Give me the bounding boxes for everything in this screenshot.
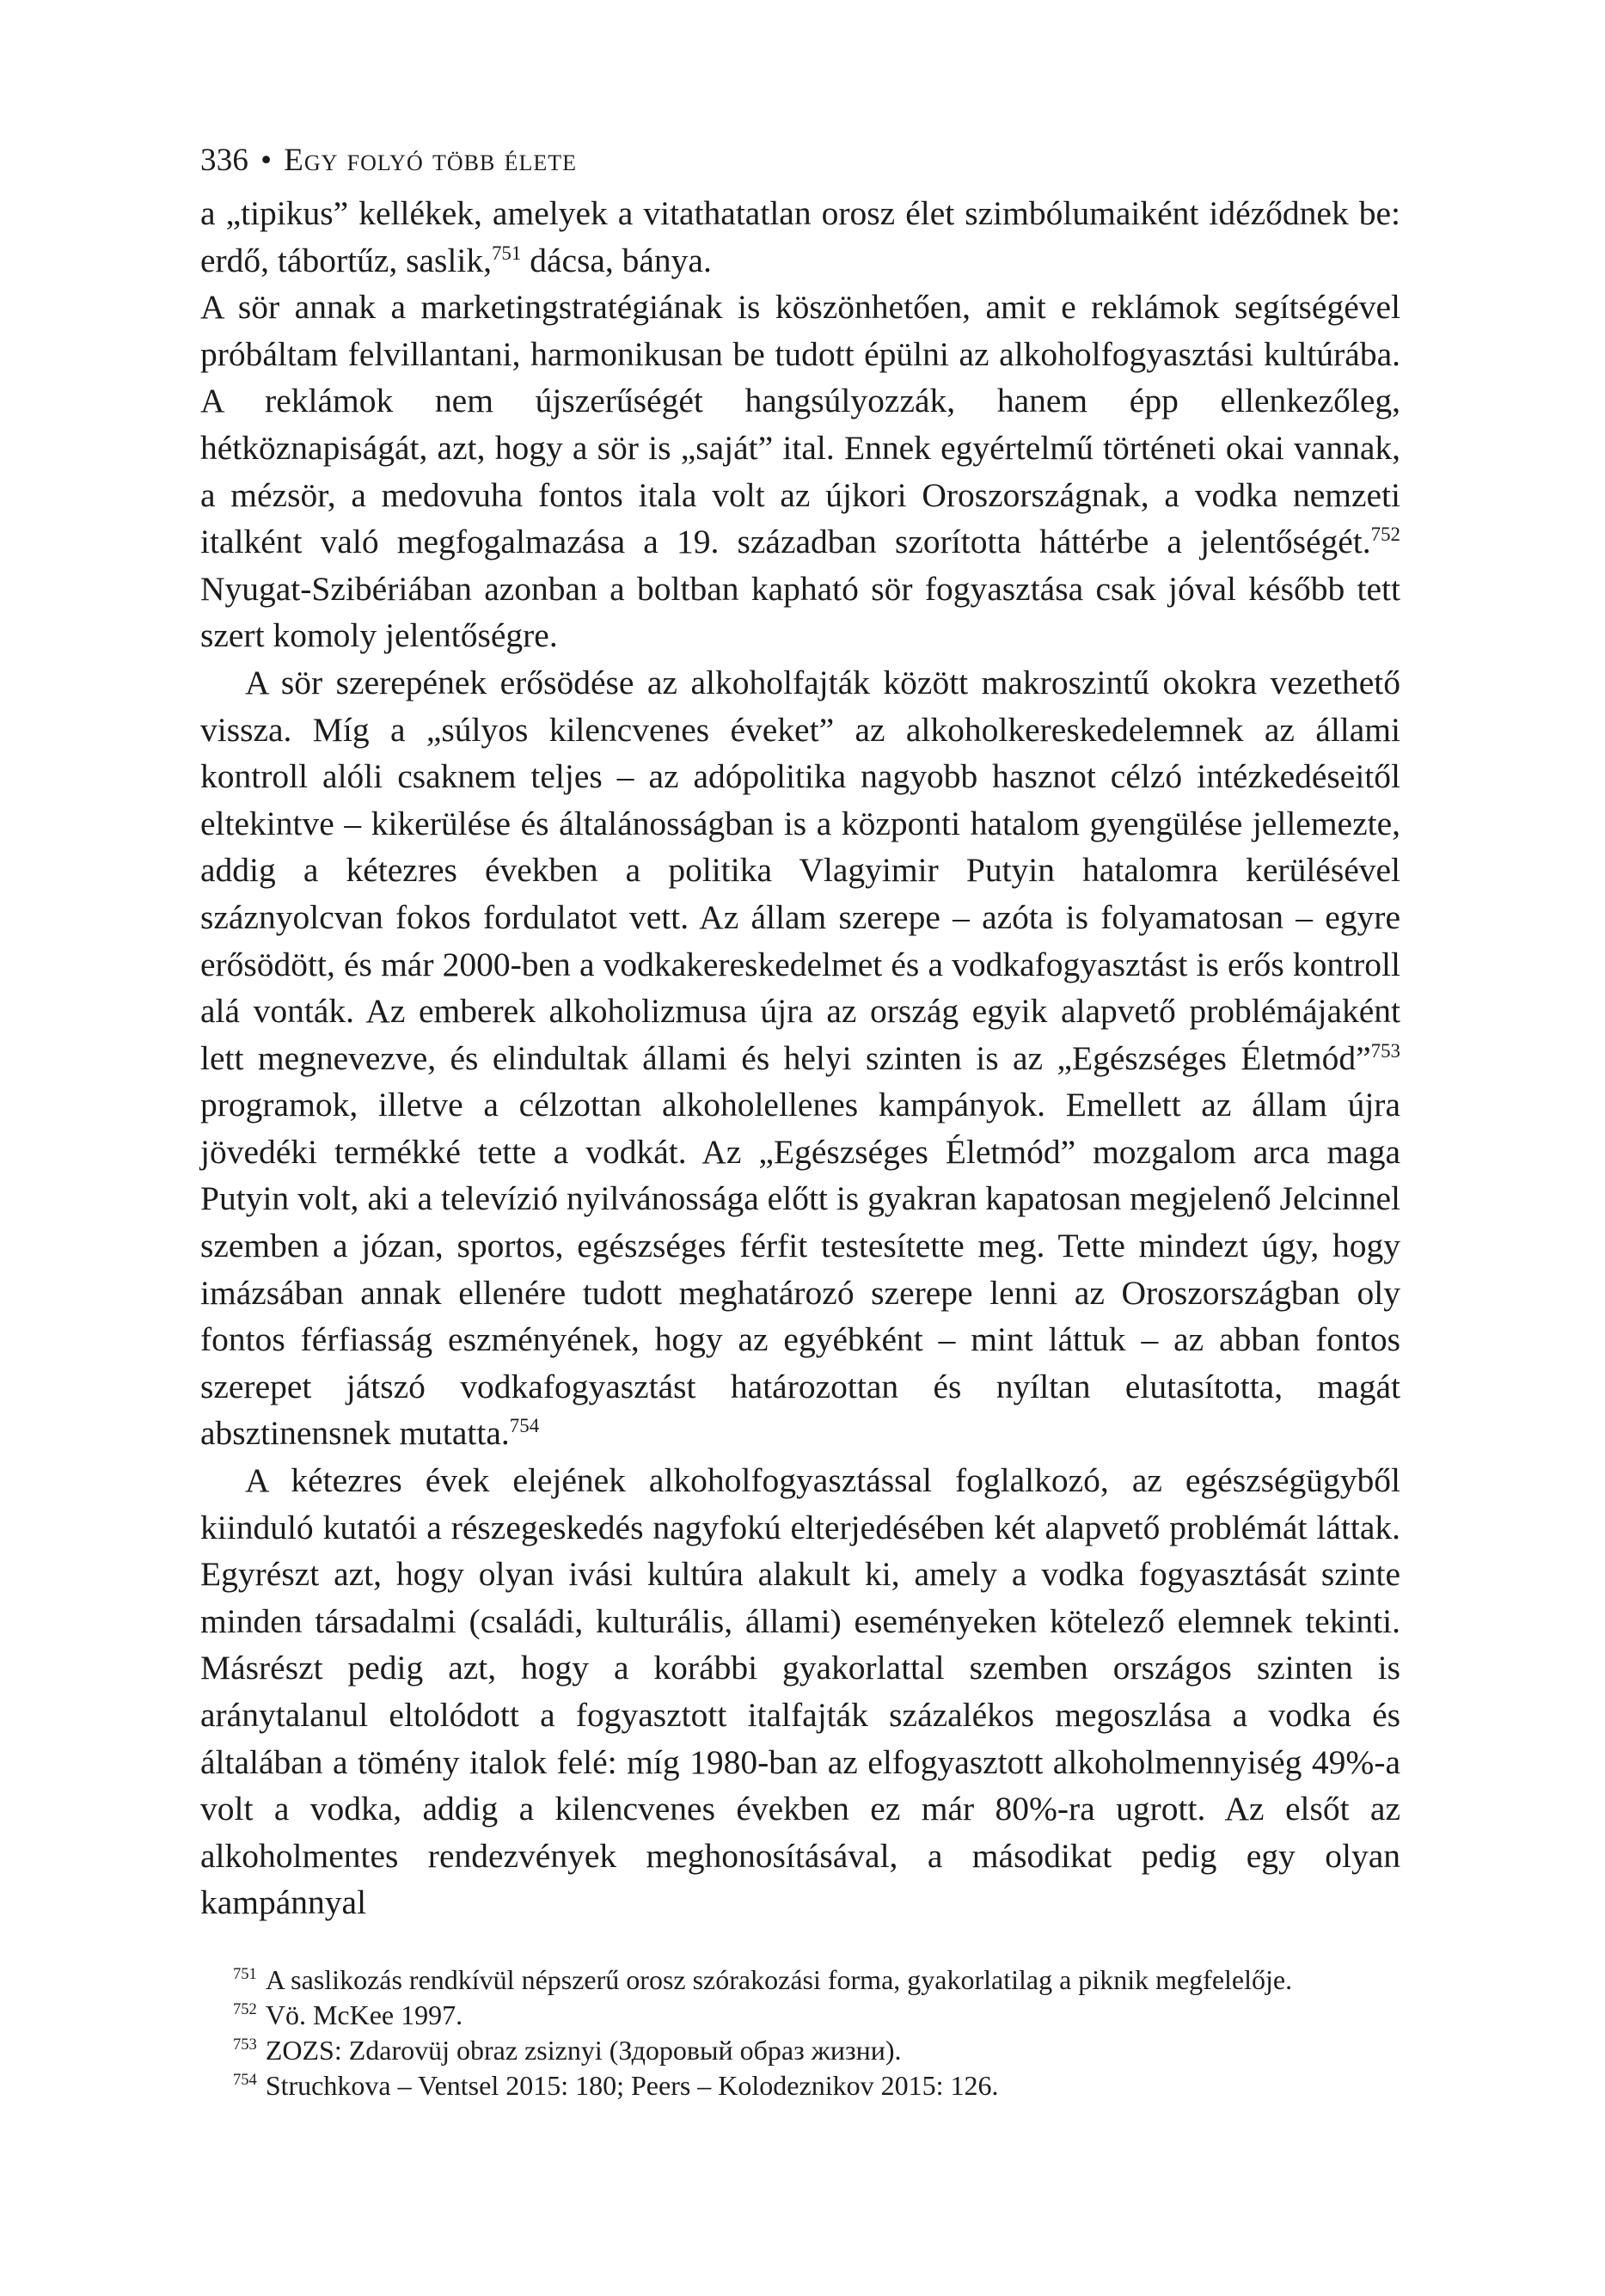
paragraph-4: [200, 1457, 1400, 1926]
footnote-ref-751: 751: [491, 242, 522, 264]
running-head-title: Egy folyó több élete: [284, 143, 577, 178]
paragraph-text: dácsa, bánya.: [521, 241, 712, 279]
footnotes: [200, 1962, 1400, 2103]
footnote-ref-752: 752: [1370, 523, 1400, 545]
paragraph-text: A kétezres évek elejének alkoholfogyasztással foglalkozó, az egészségügyből kiinduló kutatói a részegeskedés nagyfokú elterjedésében két alapvető problémát láttak. Egyrészt azt, hogy olyan ivási kultúra alakult ki, amely a vodka fogyasztását szinte minden társadalmi (családi, kulturális, állami) eseményeken kötelező elemnek tekinti. Másrészt pedig azt, hogy a korábbi gyakorlattal szemben országos szinten is aránytalanul eltolódott a fogyasztott italfajták százalékos megoszlása a vodka és általában a tömény italok felé: míg 1980-ban az elfogyasztott alkoholmennyiség 49%-a volt a vodka, addig a kilencvenes években ez már 80%-ra ugrott. Az elsőt az alkoholmentes rendezvények meghonosításával, a másodikat pedig egy olyan kampánnyal: [200, 1461, 1400, 1922]
footnote-number: 753: [233, 2036, 257, 2054]
footnote-751: [200, 1962, 1400, 1998]
footnote-number: 752: [233, 2000, 257, 2019]
paragraph-1: [200, 190, 1400, 284]
paragraph-text: Nyugat-Szibériában azonban a boltban kapható sör fogyasztása csak jóval később tett szert komoly jelentőségre.: [200, 569, 1400, 655]
footnote-754: [200, 2068, 1400, 2103]
footnote-text: A saslikozás rendkívül népszerű orosz szórakozási forma, gyakorlatilag a piknik megfelelője.: [265, 1963, 1293, 1995]
paragraph-text: A sör annak a marketingstratégiának is köszönhetően, amit e reklámok segítségével próbáltam felvillantani, harmonikusan be tudott épülni az alkoholfogyasztási kultúrába. A reklámok nem újszerűségét hangsúlyozzák, hanem épp ellenkezőleg, hétköznapiságát, azt, hogy a sör is „saját” ital. Ennek egyértelmű történeti okai vannak, a mézsör, a medovuha fontos itala volt az újkori Oroszországnak, a vodka nemzeti italként való megfogalmazása a 19. században szorította háttérbe a jelentőségét.: [200, 288, 1400, 561]
header-separator: •: [260, 143, 273, 178]
running-head: [200, 142, 1400, 180]
footnote-number: 751: [233, 1965, 257, 1984]
footnote-text: ZOZS: Zdarovüj obraz zsiznyi (Здоровый образ жизни).: [265, 2034, 902, 2066]
paragraph-text: programok, illetve a célzottan alkoholellenes kampányok. Emellett az állam újra jövedéki termékké tette a vodkát. Az „Egészséges Életmód” mozgalom arca maga Putyin volt, aki a televízió nyilvánossága előtt is gyakran kapatosan megjelenő Jelcinnel szemben a józan, sportos, egészséges férfit testesítette meg. Tette mindezt úgy, hogy imázsában annak ellenére tudott meghatározó szerepe lenni az Oroszországban oly fontos férfiasság eszményének, hogy az egyébként – mint láttuk – az abban fontos szerepet játszó vodkafogyasztást határozottan és nyíltan elutasította, magát absztinensnek mutatta.: [200, 1086, 1400, 1453]
footnote-number: 754: [233, 2071, 257, 2090]
footnote-ref-753: 753: [1370, 1039, 1400, 1062]
footnote-text: Vö. McKee 1997.: [265, 1999, 463, 2030]
footnote-text: Struchkova – Ventsel 2015: 180; Peers – Kolodeznikov 2015: 126.: [265, 2069, 999, 2101]
book-page: [200, 142, 1400, 2103]
paragraph-text: A sör szerepének erősödése az alkoholfajták között makroszintű okokra vezethető vissza. Míg a „súlyos kilencvenes éveket” az alkoholkereskedelemnek az állami kontroll alóli csaknem teljes – az adópolitika nagyobb hasznot célzó intézkedéseitől eltekintve – kikerülése és általánosságban is a központi hatalom gyengülése jellemezte, addig a kétezres években a politika Vlagyimir Putyin hatalomra kerülésével száznyolcvan fokos fordulatot vett. Az állam szerepe – azóta is folyamatosan – egyre erősödött, és már 2000-ben a vodkakereskedelmet és a vodkafogyasztást is erős kontroll alá vonták. Az emberek alkoholizmusa újra az ország egyik alapvető problémájaként lett megnevezve, és elindultak állami és helyi szinten is az „Egészséges Életmód”: [200, 663, 1400, 1077]
footnote-ref-754: 754: [509, 1415, 540, 1437]
paragraph-3: [200, 659, 1400, 1457]
paragraph-text: a „tipikus” kellékek, amelyek a vitathatatlan orosz élet szimbólumaiként idéződnek be: erdő, tábortűz, saslik,: [200, 194, 1400, 279]
footnote-753: [200, 2033, 1400, 2068]
body-text: [200, 190, 1400, 1926]
paragraph-2: [200, 284, 1400, 659]
page-number: 336: [200, 143, 249, 178]
footnote-752: [200, 1998, 1400, 2033]
